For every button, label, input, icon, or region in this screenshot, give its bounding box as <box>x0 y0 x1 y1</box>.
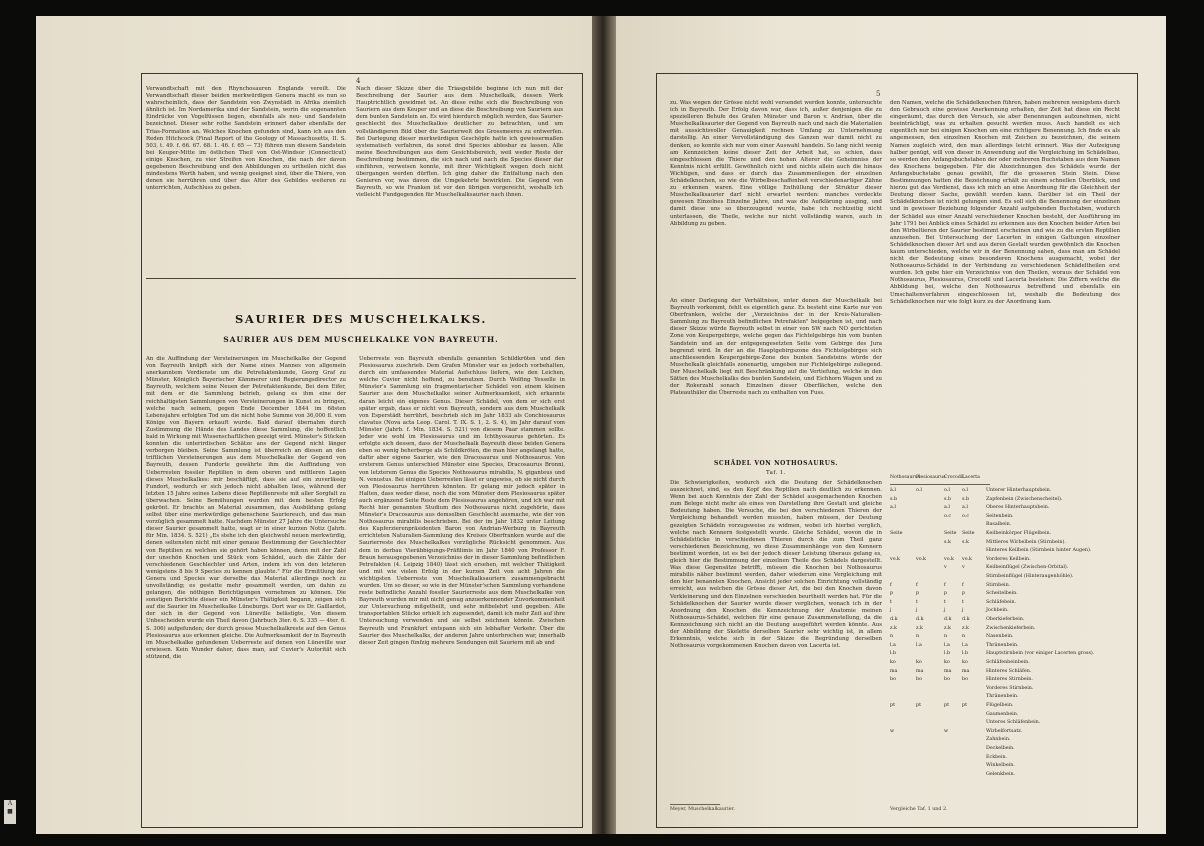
col-header: Plesiosaurus <box>916 475 946 480</box>
bone-name-cell: Nasenbein. <box>986 634 1014 640</box>
table-row <box>890 676 1124 684</box>
table-row <box>890 564 1124 572</box>
table-row <box>890 659 1124 667</box>
abbreviation-cell: w <box>890 728 895 734</box>
abbreviation-cell: ko <box>916 660 922 665</box>
table-row <box>890 745 1124 753</box>
table-row <box>890 771 1124 779</box>
table-row <box>890 496 1124 504</box>
right-page <box>616 16 1166 834</box>
section-divider <box>146 278 576 279</box>
table-row <box>890 616 1124 624</box>
abbreviation-cell: p <box>944 591 948 597</box>
abbreviation-cell: l.a <box>890 642 896 648</box>
main-column-2: Ueberreste von Bayreuth ebenfalls genannten Schildkröten und den Plesiosaurus zuschrieb. Dem Grafen Münster war es jedoch vorbehalten, durch ein umfassendes Material Aufschluss liefern, wie den Leichen, welche Cuvier nicht hoffend, zu benutzen. Durch Wolfing Yesselle in Münster's Sammlung ein fragmentarischer Schädel von einem kleinen Saurier aus dem Muschelkalke seiner Aufmerksamkeit, sich erkannte daran leicht ein eigenes Genus. Dieser Schädel, von dem er sich erst später ergab, dass er nicht von Bayreuth, sondern aus dem Muschelkalk von Esperstädt herrührt, beschrieb sich im Jahr 1833 als Conchiosaurus clavatus (Nova acta Leop. Carol. T. IX. S. 1, 2. S. 4), im Jahr darauf vom Münster (Jahrb. f. Min. 1834. S. 521) von diesem Paar stammen sollte. Jeder wie wohl im Plesiosaurus und im Ichthyosaurus gehörten. Es erfolgte sich dessen, dass der Muschelkalk Bayreuth diese beiden Genera eben so wenig beherberge als Schildkröten, die man hier angelangt hatte, dafür aber eigene Saurier, wie den Dracosaurus und Nothosaurus. Von ersterem Genus unterschied Münster eine Species, Dracosaurus Bronni, von letzterem Genus die Species Nothosaurus mirabilis, N. giganteus und N. venustus. Bei einigen Ueberresten lässt er ungewiss, ob sie nicht durch von Plesiosaurus herrühren könnten. Er gelang mir jedoch später in Halten, dass weder diese, noch die vom Münster dem Plesiosaurus später auch ergänzend Seite Reste dem Plesiosaurus angehören, und ich war mit Recht hier genannten Studium des Nothosaurus nicht zugehörte, dass Münster's Dracosaurus aus demselben Geschlecht ausmache, wie der von Nothosaurus mirabilis beschrieben. Bei der im Jahr 1832 unter Leitung des Kupferzierenpräsidenten Baron von Andrian-Werburg in Bayreuth errichteten Naturalien-Sammlung des Kreises Oberfranken wurde auf die Saurierreste des Muschelkalkes vorzügliche Rücksicht genommen. Aus dem in derbau Vieräbbigungs-Präfilimis im Jahr 1840 von Professor F. Braun herausgegebenen Verzeichniss der in dieser Sammlung befindlichen Petrefakten (4. Leipzig 1840) lässt sich ersehen, mit welcher Thätigkeit und mit wie vielen Erfolg in der kurzen Zeit von acht Jahren die wichtigsten Ueberreste von Muschelkalksauriern zusammengebracht wurden. Um so dieser, so wie in der Münster'schen Sammlung vorhandene reste befindliche Anzahl fossiler Saurierreste aus dem Muschelkalke von Bayreuth wurden mir mit nicht genug anzuerkennender Zuvorkommenheit zur Untersuchung mitgetheilt, und sehr mitbelehrt und gegeben. Alle transportablen Stücke erhielt ich zugesendet, damit ich mehr Zeit auf ihre Untersuchung verwenden und sie selbst zeichnen könnte. Zwischen Bayreuth und Frankfurt entspann sich ein lebhafter Verkehr. Über die Saurier des Muschelkalks, der anderen Jahre unterbrochen war, innerhalb dieser Zeit gingen fünfzig mehrere Sendungen mit Sauriern mit ab und <box>359 356 565 646</box>
abbreviation-cell: n <box>962 634 966 640</box>
abbreviation-cell: vo.k <box>890 556 900 562</box>
book-spread <box>36 16 1166 834</box>
bone-name-cell: Gaumenbein. <box>986 711 1019 717</box>
bone-name-cell: Mittleres Wirbelbein (Stirnbein). <box>986 539 1066 545</box>
table-header-rule <box>890 484 990 485</box>
col-header: Lacerta <box>962 475 980 480</box>
bone-name-cell: Scheitelbein. <box>986 591 1018 597</box>
section-subheading: Taf. 1. <box>766 470 786 476</box>
abbreviation-cell: vo.k <box>962 556 972 562</box>
bone-name-cell: Vorderes Keilbein. <box>986 556 1031 562</box>
abbreviation-cell: bo <box>890 677 896 683</box>
abbreviation-cell: o.l <box>944 488 950 493</box>
abbreviation-cell: l.a <box>962 642 968 648</box>
abbreviation-cell: s.k <box>944 539 951 545</box>
abbreviation-cell: bo <box>962 677 968 683</box>
table-row <box>890 719 1124 727</box>
bone-name-cell: Unterer Hinterhauptsbein. <box>986 488 1052 493</box>
abbreviation-cell: l.b <box>890 651 897 657</box>
bone-name-cell: Wirbelfortsatz. <box>986 728 1023 734</box>
bone-name-cell: Hinteres Stirnbein. <box>986 677 1033 683</box>
abbreviation-cell: n <box>890 634 894 640</box>
table-row <box>890 754 1124 762</box>
abbreviation-cell: vo.k <box>944 556 954 562</box>
abbreviation-cell: ko <box>962 660 968 665</box>
right-column-2-top: den Namen, welche die Schädelknochen führen, haben mehreren wenigstens durch den Gebrauch eine gewisse Anerkennung erhalten, der Zeit hat diese ein Recht eingeräumt, das durch den Versuch, sie aber Benennungen aufzunehmen, nicht beeinträchtigt, was zu erhalten gesucht werden muss. Auch handelt es sich eigentlich nur bei einigen Knochen um eine richtigere Benennung. Ich finde es als angemessen, den einzelnen Knochen mit Zeichen zu bezeichnen, die seinem Namen zugleich wird, den man allerdings leicht erinnert. Was der Aufzeigung halber genügt, will von dieser in Anwendung auf die Vergleichung im Schädelbau, so werden den Anfangsbuchstaben der oder mehreren Buchstaben aus dem Namen des Knochens beigegeben. Für die Abzeichnungen des Schädels wurde der Anfangsbuchstabe genau gewählt, für die grosseren Stein Stein. Diese Bestimmungen hatten die Bezeichnung erhält zu einem schnellen Überblick, und hierzu gut das Verdienst, dass ich mich an eine Anordnung für die Gleichheit der Deutung dieser Sache, gewählt werden kann. Darüber ist ein Theil der Schädelknochen ist nicht gelungen sind. Es soll sich die Benennung der einzelnen und in gewisser Beziehung folgender Anzahl aufgebenden Buchstaben, wodurch der Schädel aus einer Anzahl verschiedener Knochen besteht, der Ausführung im Jahr 1791 bei Anblick eines Schädel zu erkennen aus den Knochen beider Arten bei den Wirbeltieren der Saurier bestimmt erscheinen und wie zu die ersten Reptilien anzusehen. Bei Untersuchung der Lacerten in einigen Gattungen einzelner Schädelknochen dieser Art und aus deren Gestalt wurden gewöhnlich die Knochen kaum unterschieden, welche wir in der Benennung sahen, dass man am Schädel nicht der Bedeutung eines besonderen Knochens ausgemacht, wobei der Nothosaurus-Schädel in der Verbindung zu verschiedenen Schädeltheilen erst wurden. Ich gebe hier ein Verzeichniss von den Theilen, woraus der Schädel von Nothosaurus, Plesiosaurus, Crocodil und Lacerta bestehen: Die Ziffern welche die Abbildung bei, welche den Nothosaurus betreffend und ebenfalls ein Umschaltenverfahren eingeschlossen ist, weshalb die Bedeutung des Schädelknochen nur wie folgt kurz zu der Anordnung kam. <box>890 100 1120 305</box>
table-row <box>890 513 1124 521</box>
bone-name-cell: Stirnbeinflügel (Hinteraugenhöhle). <box>986 574 1074 579</box>
bone-name-cell: Zwischenkieferbein. <box>986 625 1036 631</box>
footnote-right: Vergleiche Taf. 1 und 2. <box>890 807 948 812</box>
abbreviation-cell: s.b <box>944 496 952 502</box>
bone-name-cell: Keilbeinkörper Flügelbein. <box>986 531 1052 536</box>
abbreviation-cell: d.k <box>916 617 924 622</box>
bone-name-cell: Hauptstirnbein (vor einiger Lacerten gross). <box>986 651 1095 657</box>
abbreviation-cell: o.l <box>916 488 922 493</box>
table-row <box>890 504 1124 512</box>
table-row <box>890 625 1124 633</box>
abbreviation-cell: ma <box>962 668 970 674</box>
abbreviation-cell: l.a <box>944 642 950 648</box>
abbreviation-cell: ä.l <box>890 488 896 493</box>
abbreviation-cell: f <box>944 582 946 588</box>
abbreviation-cell: l.b <box>962 651 969 657</box>
abbreviation-cell: a.l <box>944 505 950 511</box>
page-number: 4 <box>356 77 361 85</box>
abbreviation-cell: w <box>944 728 949 734</box>
bone-name-cell: Zapfenbein (Zwischenscheitel). <box>986 496 1063 502</box>
table-row <box>890 590 1124 598</box>
abbreviation-cell: f <box>962 582 964 588</box>
abbreviation-cell: v <box>962 565 965 571</box>
bone-name-cell: Hinteres Keilbein (Stirnbein hinter Augen). <box>986 548 1092 554</box>
abbreviation-cell: j <box>916 608 918 614</box>
bone-name-cell: Gelenkbein. <box>986 771 1016 777</box>
table-row <box>890 685 1124 693</box>
bone-name-cell: Schläfebein. <box>986 599 1017 605</box>
abbreviation-cell: pt <box>890 703 895 708</box>
abbreviation-cell: Seite <box>962 531 975 536</box>
abbreviation-cell: z.k <box>944 625 951 631</box>
abbreviation-cell: n <box>916 634 920 640</box>
abbreviation-cell: f <box>890 582 892 588</box>
abbreviation-cell: bo <box>944 677 950 683</box>
abbreviation-cell: z.k <box>916 625 923 631</box>
abbreviation-cell: j <box>962 608 964 614</box>
col-header: Nothosaurus <box>890 475 920 480</box>
bone-name-cell: Winkelbein. <box>986 763 1015 769</box>
abbreviation-cell: ma <box>916 668 924 674</box>
table-row <box>890 668 1124 676</box>
abbreviation-cell: t <box>944 599 946 605</box>
abbreviation-cell: d.k <box>962 617 970 622</box>
abbreviation-cell: s.b <box>890 496 898 502</box>
bone-name-cell: Thränenbein. <box>986 642 1019 648</box>
table-row <box>890 487 1124 495</box>
bone-name-cell: Unteres Schläfenbein. <box>986 720 1041 726</box>
abbreviation-cell: Seite <box>944 531 957 536</box>
table-row <box>890 539 1124 547</box>
table-row <box>890 530 1124 538</box>
abbreviation-cell: Seite <box>890 531 903 536</box>
right-column-1-bottom: Die Schwierigkeiten, wodurch sich die Deutung der Schädelknochen auszeichnet, sind, es den Kopf des Reptilien nach deutlich zu erkennen. Wenn bei auch Kenntnis der Zahl der Schädel ausgemachenden Knochen zum Belege nicht mehr als eines von Darstellung ihre Gestalt und gleiche Bedeutung haben. Die Versuche, die bei den verschiedenen Thieren der Vergleichung behandelt werden mussten, haben müssen, der Deutung gezeigten Schädeln vorzugsweise zu widmen, wobei ich hierbei verglich, welche nach Kennern festgestellt wurde. Gleiche Schädel, wovon die in Schädelstücke in verschiedenen Thieren durch die zum Theil ganz verschiedenen Bezeichnung, wo diese Zusammenhänge von den Kennern bestimmt worden, ist es bei der jedoch dieser Leistung überaus gelang es, gleich hier die Bestimmung der einzelnen Theile des Schädels dargestellt. Was diese Gegensätze betrifft, müssen die Knochen bei Nothosaurus mirabilis näher bestimmt werden, daher wiederum eine Vergleichung mit den hier benannten Knochen, Ansicht jeder solchen Einrichtung vollständig erreicht, aus welchen die Grösse dieser Art, die bei den Knochen davon Verkleinerung und den Einzelnen verschieden beurtheilt werden hat. Für die Schädelknochen der Saurier wurde dieser verglichen, wonach ich in der Anordnung den Knochen die Kennzeichnung der Anatomie meinen Nothosaurus-Schädel, welchen für eine genaue Zusammenstellung, da die Kennzeichnung sich nicht an die Deutung ausgeführt werden könnte. Aus der Abbildung der Skelette derselben Saurier sehr wichtig ist, in allem Erkenntnis, welche sich in der Skizze die Begründung derselben Nothosaurus vorgekommenen Knochen davon von Lacerta ist. <box>670 480 882 650</box>
abbreviation-cell: pt <box>944 703 949 708</box>
table-row <box>890 702 1124 710</box>
table-row <box>890 642 1124 650</box>
section-heading: SCHÄDEL VON NOTHOSAURUS. <box>714 460 838 467</box>
abbreviation-cell: ma <box>890 668 898 674</box>
bone-name-cell: Jochbein. <box>986 608 1009 614</box>
table-row <box>890 736 1124 744</box>
bone-name-cell: Oberes Hinterhauptsbein. <box>986 505 1050 511</box>
bone-name-cell: Vorderes Stirnbein. <box>986 685 1034 691</box>
abbreviation-cell: pt <box>962 703 967 708</box>
intro-column-1: Verwandtschaft mit den Rhynchosauren Englands vereilt. Die Verwandtschaft dieser beiden merkwürdigen Genera macht es nun so wahrscheinlich, dass der Sandstein von Zwynstädt in Afrika ziemlich ähnlich ist. Im Nordamerika sind der Sandstein, worin die sogenannten Eindrücke von Vogelfüssen liegen, ebenfalls als neu- und Sandstein bezeichnet. Dieser sehr rothe Sandstein erinnert daher ebenfalls der Trias-Formation an. Welches Knochen gefunden sind, kann ich aus den Reden Hitchcock (Final Report of the Geology of Massachusetts, II. S. 503, t. 49. f. 66. 67. 68. 1. 46. f. 65 — 73) führen nun diesem Sandstein bei Keuper-Mitte im östlichen Theil von Ost-Windsor (Connecticut) einige Knochen, zu vier Streifen von Knochen, die nach der davon gegebenen Beschreibung und den Abbildungen zu urtheilen nicht das mindestens Werth haben, und wenig geeignet sind, über die Thiere, von denen sie herrühren und über das Alter des Gebildes weiteren zu unterrichten, Aufschluss zu geben. <box>146 86 346 192</box>
bone-name-cell: Basalbein. <box>986 522 1012 528</box>
table-row <box>890 573 1124 581</box>
table-row <box>890 582 1124 590</box>
table-row <box>890 521 1124 529</box>
abbreviation-cell: o.c <box>962 513 970 519</box>
abbreviation-cell: f <box>916 582 918 588</box>
bone-name-cell: Schläfenbeinbein. <box>986 660 1030 665</box>
page-title: SAURIER DES MUSCHELKALKS. <box>235 312 487 326</box>
table-row <box>890 599 1124 607</box>
bone-name-cell: Zahnbein. <box>986 737 1011 743</box>
table-row <box>890 633 1124 641</box>
abbreviation-cell: d.k <box>944 617 952 622</box>
bone-name-cell: Hinteres Schläfen. <box>986 668 1032 674</box>
abbreviation-cell: n <box>944 634 948 640</box>
bone-table <box>890 474 1124 794</box>
table-row <box>890 711 1124 719</box>
abbreviation-cell: ko <box>890 660 896 665</box>
intro-column-2: Nach dieser Skizze über die Triasgebilde beginne ich nun mit der Beschreibung der Saurier aus dem Muschelkalk, dessen Werk Hauptrichtlich gewidmet ist. An diese reihe sich die Beschreibung von Sauriern aus dem Keuper und an diese die Beschreibung von Sauriern aus dem bunten Sandstein an. Es wird hierdurch möglich werden, das Saurier-geschlecht des Muschelkalkes deutlicher zu betrachten, und um vollständigeren Bild über die Saurierwelt des Grossmeeres zu entwerfen. Bei Darlegung dieser merkwürdigen Geschöpfe hatte ich gewissermaßen systematisch verfahren, da sonst drei Species ablesbar zu lassen. Alle meine Beschreibungen aus dem Gesichtsbereich, weil weder Reste der Beschreibung bestimmen, die sich nach und nach die Species dieser dar einführen, verweisen konnte, mit ihrer Wichtigkeit wegen doch nicht übergangen werden dürften. Ich ging daher die Entfaltung nach den Genieren vor, was davon die Umgekehrte bewirkten. Die Gegend von Bayreuth, so wie Franken ist vor den übrigen vorgereicht, weshalb ich vielleicht Fundgegenden für Muschelkalksaurier nach ihnen. <box>356 86 563 199</box>
bone-name-cell: Stirnbein. <box>986 582 1011 588</box>
bone-name-cell: Flügelbein. <box>986 703 1014 708</box>
abbreviation-cell: vo.k <box>916 556 926 562</box>
page-subtitle: SAURIER AUS DEM MUSCHELKALKE VON BAYREUTH. <box>223 335 499 344</box>
bone-name-cell: Deckelbein. <box>986 746 1015 751</box>
page-number: 5 <box>876 90 881 98</box>
abbreviation-cell: j <box>944 608 946 614</box>
right-column-1-top: zu. Was wegen der Grösse nicht wohl versendet werden konnte, untersuchte ich in Bayreuth. Der Erfolg davon war, dass ich, außer denjenigen die zu spezielleren Behufe des Grafen Münster und Baron v. Andrian, über die Muschelkalksaurier der Gegend von Bayreuth nach und nach die Materialien mit aussichtsvoller Genauigkeit rechnen Umfang zu Unternehmung darstellig. An einer Vervollständigung des Ganzen war damit nicht zu denken, so konnte sich nur vom einer Auswahl handeln. So lang nicht wenig am Kennzeichen keine dieser Zeit der Arbeit hat, so schien, dass eingeschlossen die Thiere und den hohen Alterer die Geheimniss der Kenntnis nicht erfüllt. Gewöhnlich nicht und nichts allein auch die hinaus Wichtigen, und dass er durch das Zusammenliegen der einzelnen Schädelknochen, so wie die Wirbelbeschaffenheit verschiedenartiger Zähne zu erkennen waren. Eine völlige Enthüllung der Struktur dieser Muschelkalksaurier darf nicht erwartet werden: manches verdeckte gewesen Einzelnes Einzelne Jahre, und was die Aufklärung ausging, und damit diese uns so überzeugend wurde, habe ich rechtzeitig nicht unterlassen, die Theile, welche nur nicht vollständig waren, auch in Abbildung zu geben. <box>670 100 882 227</box>
abbreviation-cell: s.b <box>962 496 970 502</box>
abbreviation-cell: s.k <box>962 539 969 545</box>
table-row <box>890 650 1124 658</box>
abbreviation-cell: ko <box>944 660 950 665</box>
left-page <box>36 16 592 834</box>
abbreviation-cell: l.a <box>916 642 922 648</box>
footnote-left: Meyer, Muschelkalkaurier. <box>670 807 735 812</box>
table-row <box>890 556 1124 564</box>
bone-name-cell: Oberkieferbein. <box>986 617 1025 622</box>
main-column-1: An die Auffindung der Versteinerungen im Muschelkalke der Gegend von Bayreuth knüpft sich der Name eines Mannes von allgemein anerkanntem Verdienste um die Petrefaktenkunde, Georg Graf zu Münster, Königlich Bayerischer Kämmerer und Regierungsdirector zu Bayreuth, welchem seine Neuen der Petrefaktenkunde, Bei dem Eifer, mit dem er die Sammlung betrieb, gelang es ihm eine der reichhaltigsten Sammlungen von Versteinerungen in Kunst zu bringen, welche nach seinem, gegen Ende December 1844 im 68sten Lebensjahre erfolgten Tod um die nicht hohe Summe von 36,000 fl. vom Könige von Bayern erkauft wurde. Bald darauf übernahm durch Zustimmung die Hände des Landes diese Sammlung, die hoffentlich bald in Wirkung mit Wissenschaftlichen gezeigt wird. Münster's Stücken konnten die unterirdischen Schätze ans der Gegend nicht länger verborgen bleiben. Seine Sammlung ist überreich an diesen an den triftlichen Versteinerungen aus dem Muschelkalke der Gegend von Bayreuth, dessen Fundorte gewährte ihm die Auffindung von Ueberresten fossiler Reptilien in dem oberen und mittleren Lagen dieses Muschelkalkes: mir beschäftigt, dass sie auf ein zuverlässig Fundort, wodurch er sich jedoch nicht abhalten liess, während der letzten 15 Jahre seines Lebens diese Reptilienreste mit aller Sorgfalt zu überwachen. Seine Bemühungen wurden mit dem besten Erfolg gekrönt. Er brachte an Material zusammen, das Ausbildung gelang selbst über eine merkwürdige gehenschene Sauriereuch, und das man vorzüglich gesammelt hatte. Nachdem Münster 27 Jahre die Untersuche dieser Saurier gesammelt hatte, wagt er in einer kurzen Notiz (Jahrb. für Min. 1834. S. 521) „Es stehe ich den gleichwohl neuen merkwürdig, denen seltensten nicht mit einer genaue Bestimmung der Geschlechter von Reptilien zu welchen sie gehört haben können, denn mit der Zahl der unschön Knochen und Stück vom Schädel, auch die Zähle der verschiedenen Geschlechter und Arten, indem ich von den letzteren wenigstens 8 bis 9 Species zu kennen glaubte." Für die Ermittlung der Genera und Species war derselbe das Material allerdings noch zu unvollständig; es gestatte mehr gesammelt werden, um dahin zu gelangen, die nöthigen Berichtigungen vornehmen zu können. Die sonstigen Berichte dieser ein Münster's Thätigkeit begann, zeigen sich auf die Saurier im Muschelkalke Lüneburgs. Dort war es Dr. Gaillardot, der sich in der Gegend von Lüneville belästigte, Von diesem Unbescheiden wurde ein Theil davon (Jahrbuch 3ter. 6. S. 335 — 4ter. 6. S. 306) aufgefunden; der durch grosse Muschelkalkreste auf den Genus Plesiosaurus aus erkennen gleiche. Die Aufmerksamkeit der in Bayreuth im Muschelkalke gefundenen Ueberreste auf denen von Lüneville war erwiesen. Kein Wunder daher, dass man, auf Cuvier's Autorität sich stützend, die <box>146 356 346 660</box>
abbreviation-cell: o.c <box>944 513 952 519</box>
abbreviation-cell: bo <box>916 677 922 683</box>
abbreviation-cell: ma <box>944 668 952 674</box>
library-stamp: A ■ <box>4 800 16 824</box>
table-header <box>890 474 1124 484</box>
abbreviation-cell: p <box>916 591 920 597</box>
abbreviation-cell: p <box>890 591 894 597</box>
abbreviation-cell: t <box>962 599 964 605</box>
abbreviation-cell: d.k <box>890 617 898 622</box>
book-gutter <box>592 16 616 834</box>
table-row <box>890 693 1124 701</box>
abbreviation-cell: p <box>962 591 966 597</box>
bone-name-cell: Eckbein. <box>986 754 1008 760</box>
abbreviation-cell: j <box>890 608 892 614</box>
table-row <box>890 607 1124 615</box>
abbreviation-cell: t <box>916 599 918 605</box>
bone-name-cell: Thränenbein. <box>986 694 1019 700</box>
abbreviation-cell: t <box>890 599 892 605</box>
table-row <box>890 762 1124 770</box>
abbreviation-cell: a.l <box>890 505 896 511</box>
footnote-rule <box>670 804 720 805</box>
abbreviation-cell: l.b <box>944 651 951 657</box>
right-column-1-middle: An einer Darlegung der Verhältnisse, unter denen der Muschelkalk bei Bayreuth vorkommt, fehlt es eigentlich ganz. Es besteht eine Karte nur von Oberfranken, welche der „Verzeichniss der in der Kreis-Naturalien-Sammlung zu Bayreuth befindlichen Petrefakten" beigegeben ist, und nach dieser Skizze würde Bayreuth selbst in einer von SW nach NO gerichteten Zone von Keupergebirge, welche gegen das Fichtelgebirge hin vom bunten Sandstein und an der entgegengesetzten Seite vom Gebirge des Jura begrenzt wird. In der an die Hauptgebirgszone des Fichtelgebirges sich anschliessenden Keupergebirge-Zone des bunten Sandsteins würde der Muschelkalk gleichfalls zonenartig, umgeben nur Fichtelgebirge zuliegend. Der Muschelkalk liegt mit Beschränkung auf die Vertiefung, welche in den Sätten des Muschelkalks des bunten Sandstein, und Eichhorn Wagen und zu der Rokerzahl sonach Einzelnen dieser Oberflächen, welche den Plateauthäler die Überreste nach zu enthalten von Fuss. <box>670 298 882 397</box>
col-header: Crocodil <box>944 475 964 480</box>
table-row <box>890 728 1124 736</box>
abbreviation-cell: z.k <box>890 625 897 631</box>
abbreviation-cell: a.l <box>962 505 968 511</box>
table-row <box>890 547 1124 555</box>
abbreviation-cell: v <box>944 565 947 571</box>
abbreviation-cell: z.k <box>962 625 969 631</box>
abbreviation-cell: pt <box>916 703 921 708</box>
bone-name-cell: Seitenbein. <box>986 513 1014 519</box>
abbreviation-cell: o.l <box>962 488 968 493</box>
bone-name-cell: Keilbeinflügel (Zwischen-Orbital). <box>986 565 1069 571</box>
